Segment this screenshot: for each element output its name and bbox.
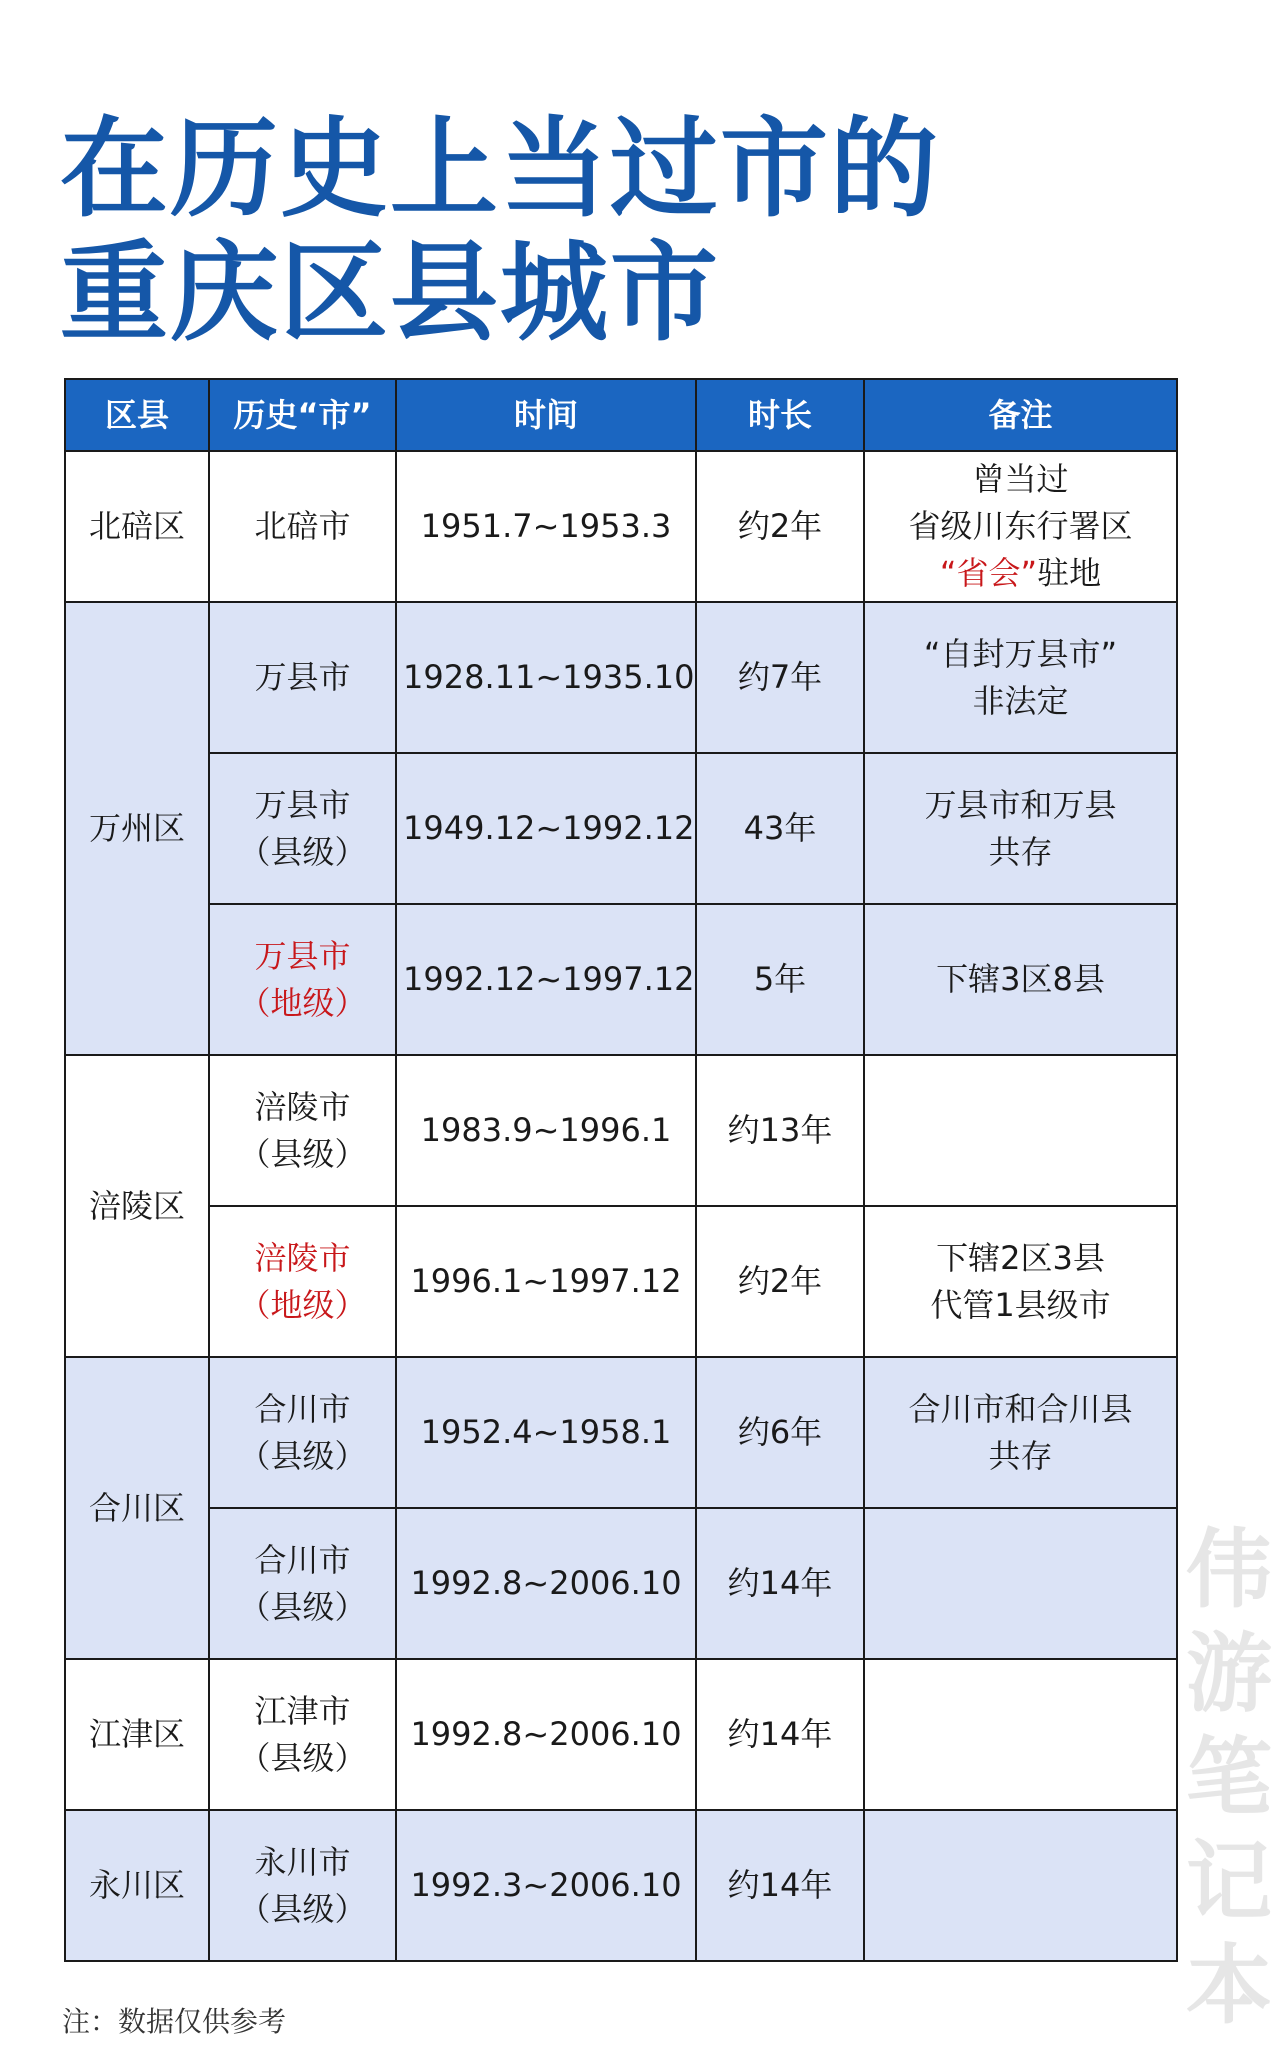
period-cell: 1996.1~1997.12: [396, 1206, 696, 1357]
city-cell: [209, 904, 396, 1055]
watermark-char: 游: [1186, 1624, 1272, 1724]
watermark-char: 伟: [1186, 1520, 1272, 1620]
city-level: （地级）: [238, 983, 367, 1022]
note-line: 代管1县级市: [930, 1285, 1111, 1324]
district-cell: 涪陵区: [65, 1055, 209, 1357]
district-cell: 江津区: [65, 1659, 209, 1810]
duration-cell: 约2年: [696, 1206, 864, 1357]
city-level: （县级）: [238, 1587, 367, 1626]
district-cell: 北碚区: [65, 451, 209, 602]
period-cell: 1992.3~2006.10: [396, 1810, 696, 1961]
city-name: 万县市: [254, 658, 351, 696]
header-duration: 时长: [696, 379, 864, 451]
city-name: 北碚市: [254, 507, 351, 545]
duration-cell: 约2年: [696, 451, 864, 602]
period-cell: 1983.9~1996.1: [396, 1055, 696, 1206]
table-row: [65, 753, 1177, 904]
city-name: 涪陵市: [254, 1238, 351, 1277]
table-row: [65, 602, 1177, 753]
duration-cell: 5年: [696, 904, 864, 1055]
duration-cell: 约13年: [696, 1055, 864, 1206]
city-level: （县级）: [238, 832, 367, 871]
period-cell: 1952.4~1958.1: [396, 1357, 696, 1508]
watermark: [1184, 1518, 1274, 2038]
table-row: [65, 1206, 1177, 1357]
city-level: （县级）: [238, 1134, 367, 1173]
note-line: “自封万县市”: [923, 634, 1118, 673]
note-cell: [864, 602, 1177, 753]
note-cell: [864, 1206, 1177, 1357]
footnote: 注：数据仅供参考: [62, 2005, 287, 2038]
note-cell: [864, 1810, 1177, 1961]
title-line-1: 在历史上当过市的: [60, 107, 941, 232]
table-header-row: [65, 379, 1177, 451]
note-line: 非法定: [972, 681, 1069, 720]
note-cell: [864, 1055, 1177, 1206]
note-line: 曾当过: [972, 460, 1069, 498]
duration-cell: 约14年: [696, 1508, 864, 1659]
note-cell: [864, 1357, 1177, 1508]
city-cell: [209, 1508, 396, 1659]
city-name: 万县市: [254, 936, 351, 975]
city-cell: [209, 1810, 396, 1961]
city-name: 万县市: [254, 785, 351, 824]
district-cell: 万州区: [65, 602, 209, 1055]
duration-cell: 约7年: [696, 602, 864, 753]
duration-cell: 约6年: [696, 1357, 864, 1508]
table-row: [65, 904, 1177, 1055]
city-name: 江津市: [254, 1691, 351, 1730]
watermark-char: 记: [1186, 1832, 1272, 1932]
city-history-table: [64, 378, 1178, 1962]
note-cell: [864, 753, 1177, 904]
watermark-char: 本: [1186, 1936, 1272, 2036]
note-line: 万县市和万县: [924, 785, 1117, 824]
city-level: （地级）: [238, 1285, 367, 1324]
duration-cell: 43年: [696, 753, 864, 904]
note-line: 共存: [988, 1436, 1053, 1475]
district-cell: 合川区: [65, 1357, 209, 1659]
duration-cell: 约14年: [696, 1810, 864, 1961]
city-cell: [209, 602, 396, 753]
note-line: 下辖3区8县: [936, 960, 1105, 998]
table-row: [65, 451, 1177, 602]
period-cell: 1928.11~1935.10: [396, 602, 696, 753]
note-line: 下辖2区3县: [936, 1238, 1105, 1277]
note-cell: [864, 904, 1177, 1055]
city-level: （县级）: [238, 1738, 367, 1777]
table-row: [65, 1508, 1177, 1659]
note-line: 共存: [988, 832, 1053, 871]
header-period: 时间: [396, 379, 696, 451]
period-cell: 1951.7~1953.3: [396, 451, 696, 602]
city-cell: [209, 1357, 396, 1508]
title-line-2: 重庆区县城市: [60, 231, 721, 356]
header-district: 区县: [65, 379, 209, 451]
table-row: [65, 1659, 1177, 1810]
city-name: 永川市: [254, 1842, 351, 1881]
note-cell: [864, 1508, 1177, 1659]
city-name: 合川市: [254, 1540, 351, 1579]
period-cell: 1992.8~2006.10: [396, 1508, 696, 1659]
city-cell: [209, 753, 396, 904]
table-row: [65, 1055, 1177, 1206]
note-cell: [864, 1659, 1177, 1810]
district-cell: 永川区: [65, 1810, 209, 1961]
city-level: （县级）: [238, 1889, 367, 1928]
city-level: （县级）: [238, 1436, 367, 1475]
duration-cell: 约14年: [696, 1659, 864, 1810]
city-name: 合川市: [254, 1389, 351, 1428]
header-historic-city: 历史“市”: [209, 379, 396, 451]
watermark-char: 笔: [1186, 1728, 1272, 1828]
table-row: [65, 1810, 1177, 1961]
page-title: [60, 108, 1160, 356]
city-cell: [209, 451, 396, 602]
city-cell: [209, 1206, 396, 1357]
header-note: 备注: [864, 379, 1177, 451]
note-line: 合川市和合川县: [908, 1389, 1133, 1428]
note-line: [871, 550, 1170, 597]
city-cell: [209, 1055, 396, 1206]
note-highlight: “省会”: [939, 554, 1038, 592]
note-text: 驻地: [1037, 554, 1102, 592]
note-line: 省级川东行署区: [908, 507, 1133, 545]
period-cell: 1949.12~1992.12: [396, 753, 696, 904]
note-cell: [864, 451, 1177, 602]
city-cell: [209, 1659, 396, 1810]
period-cell: 1992.12~1997.12: [396, 904, 696, 1055]
period-cell: 1992.8~2006.10: [396, 1659, 696, 1810]
table-row: [65, 1357, 1177, 1508]
city-name: 涪陵市: [254, 1087, 351, 1126]
